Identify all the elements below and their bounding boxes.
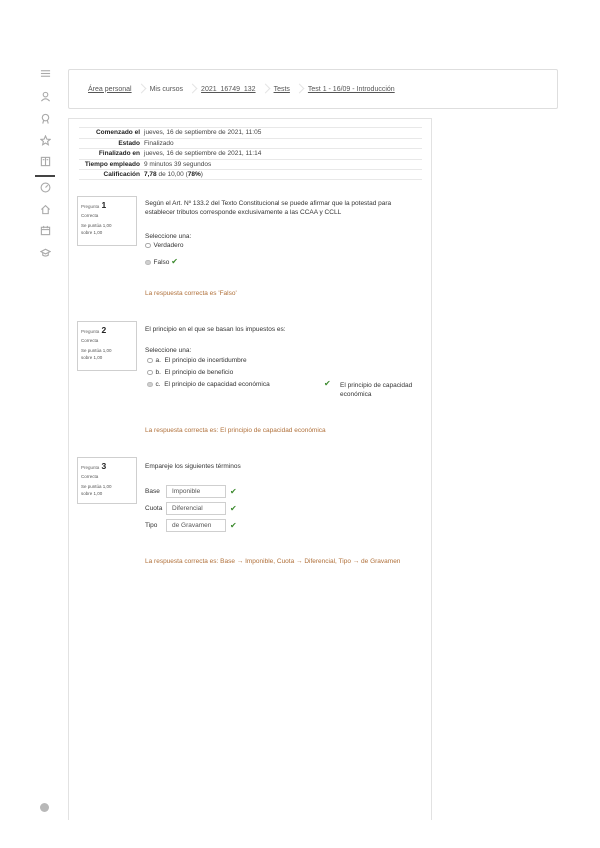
question-label: Pregunta — [81, 329, 100, 334]
check-icon: ✔ — [230, 521, 237, 530]
breadcrumb-tests[interactable]: Tests — [273, 85, 290, 93]
match-select[interactable]: Diferencial — [166, 502, 226, 515]
question-label: Pregunta — [81, 465, 100, 470]
question-number: 1 — [101, 200, 107, 210]
check-icon: ✔ — [230, 504, 237, 513]
option-label: Verdadero — [153, 242, 184, 249]
calendar-icon[interactable] — [39, 224, 51, 236]
question-2-prompt: Seleccione una: — [145, 347, 192, 354]
question-2-feedback: La respuesta correcta es: El principio de capacidad económica — [145, 427, 326, 434]
question-number: 3 — [101, 461, 107, 471]
radio-button-checked[interactable] — [147, 382, 153, 388]
question-points-max: sobre 1,00 — [81, 490, 103, 496]
question-2-text: El principio en el que se basan los impuestos es: — [145, 326, 286, 333]
summary-value: Finalizado — [144, 139, 174, 147]
question-points: Se puntúa 1,00 — [81, 223, 112, 228]
radio-button-checked[interactable] — [145, 260, 151, 266]
match-row-tipo — [145, 519, 237, 532]
question-2-option-a[interactable] — [147, 357, 247, 364]
question-2-info — [77, 321, 137, 371]
check-icon: ✔ — [230, 487, 237, 496]
summary-value: 9 minutos 39 segundos — [144, 160, 212, 168]
question-3-feedback: La respuesta correcta es: Base → Imponible, Cuota → Diferencial, Tipo → de Gravamen — [145, 558, 401, 565]
match-row-cuota — [145, 502, 237, 515]
help-icon[interactable] — [40, 803, 49, 812]
match-select[interactable]: de Gravamen — [166, 519, 226, 532]
breadcrumb — [68, 69, 558, 109]
question-label: Pregunta — [81, 204, 100, 209]
summary-label: Tiempo empleado — [84, 160, 140, 168]
question-points: Se puntúa 1,00 — [81, 348, 112, 353]
option-label: El principio de beneficio — [164, 369, 234, 376]
left-sidebar — [0, 0, 60, 848]
book-icon[interactable] — [39, 155, 51, 167]
radio-button[interactable] — [147, 358, 153, 364]
match-term: Base — [145, 488, 160, 495]
grade-end: ) — [200, 170, 203, 178]
grade-mid: de 10,00 ( — [156, 170, 188, 178]
breadcrumb-separator — [262, 82, 268, 96]
home-icon[interactable] — [39, 203, 51, 215]
question-points: Se puntúa 1,00 — [81, 484, 112, 489]
badge-icon[interactable] — [39, 112, 51, 124]
question-2-option-b[interactable] — [147, 369, 233, 376]
summary-value: jueves, 16 de septiembre de 2021, 11:14 — [144, 150, 262, 158]
star-icon[interactable] — [39, 134, 51, 146]
question-points-max: sobre 1,00 — [81, 354, 103, 360]
summary-label: Calificación — [103, 170, 140, 178]
question-1-feedback: La respuesta correcta es 'Falso' — [145, 290, 237, 297]
option-letter: b. — [155, 369, 161, 376]
check-icon: ✔ — [324, 379, 331, 388]
question-1-info — [77, 196, 137, 246]
summary-row-time — [79, 159, 422, 170]
question-1-option-true[interactable] — [145, 242, 184, 249]
check-icon: ✔ — [171, 257, 178, 266]
option-label: Falso — [153, 259, 170, 266]
grade-percent: 78% — [187, 170, 201, 178]
match-term: Tipo — [145, 522, 158, 529]
question-status: Correcta — [81, 474, 99, 479]
option-letter: c. — [155, 381, 161, 388]
question-3-text: Empareje los siguientes términos — [145, 463, 241, 470]
summary-row-grade — [79, 169, 422, 180]
option-letter: a. — [155, 357, 161, 364]
match-select[interactable]: Imponible — [166, 485, 226, 498]
question-2-option-c[interactable] — [147, 381, 270, 388]
radio-button[interactable] — [147, 370, 153, 376]
breadcrumb-mis-cursos[interactable]: Mis cursos — [149, 85, 184, 93]
summary-row-state — [79, 138, 422, 149]
question-1-option-false[interactable] — [145, 257, 178, 266]
breadcrumb-area-personal[interactable]: Área personal — [88, 85, 132, 93]
dashboard-icon[interactable] — [39, 181, 51, 193]
summary-row-finished — [79, 148, 422, 159]
radio-button[interactable] — [145, 243, 151, 249]
question-status: Correcta — [81, 338, 99, 343]
graduation-icon[interactable] — [39, 246, 51, 258]
option-label: El principio de incertidumbre — [164, 357, 247, 364]
breadcrumb-separator — [138, 82, 144, 96]
user-icon[interactable] — [39, 90, 51, 102]
question-status: Correcta — [81, 213, 99, 218]
question-1-prompt: Seleccione una: — [145, 233, 192, 240]
option-label: El principio de capacidad económica — [164, 381, 270, 388]
list-icon[interactable] — [39, 67, 51, 79]
question-number: 2 — [101, 325, 107, 335]
breadcrumb-course[interactable]: 2021_16749_132 — [201, 85, 256, 93]
match-row-base — [145, 485, 237, 498]
match-term: Cuota — [145, 505, 163, 512]
summary-label: Comenzado el — [95, 129, 140, 137]
summary-value: jueves, 16 de septiembre de 2021, 11:05 — [144, 129, 262, 137]
breadcrumb-separator — [296, 82, 302, 96]
attempt-summary-table — [79, 127, 422, 180]
active-indicator — [35, 175, 55, 177]
question-3-info — [77, 457, 137, 504]
grade-score: 7,78 — [144, 170, 157, 178]
question-2-option-feedback: El principio de capacidad económica — [340, 382, 413, 398]
summary-grade-value — [144, 171, 203, 178]
breadcrumb-separator — [189, 82, 195, 96]
summary-label: Finalizado en — [98, 150, 140, 158]
breadcrumb-current-test[interactable]: Test 1 - 16/09 - Introducción — [307, 85, 395, 93]
question-1-text: Según el Art. Nº 133.2 del Texto Constitucional se puede afirmar que la potestad para establecer tributos corresponde exclusivamente a las CCAA y CCLL — [145, 200, 392, 216]
summary-label: Estado — [118, 139, 140, 147]
summary-row-started — [79, 127, 422, 138]
question-points-max: sobre 1,00 — [81, 229, 103, 235]
